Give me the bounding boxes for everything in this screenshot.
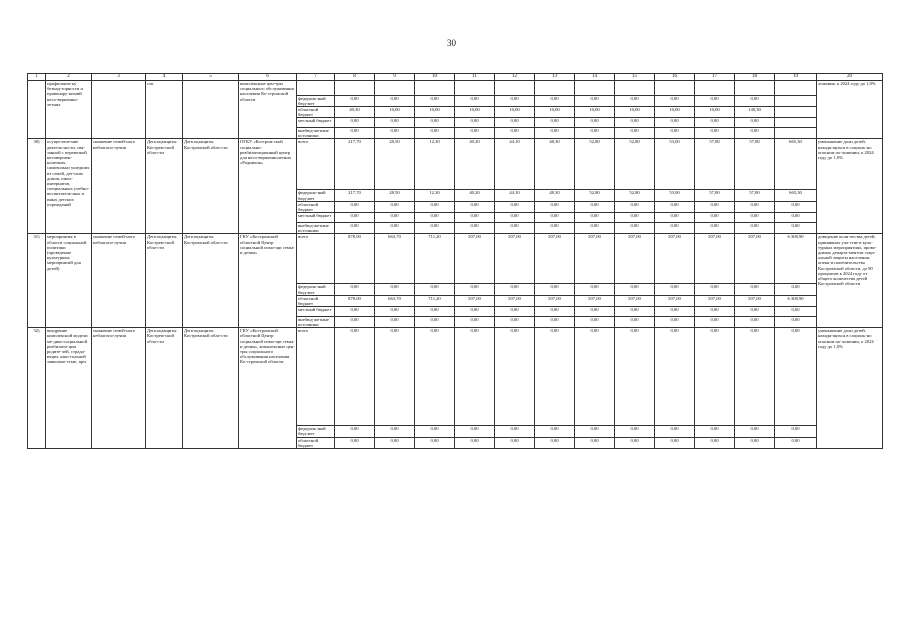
- value-cell: 0,00: [415, 201, 455, 212]
- value-cell: 0,00: [775, 284, 817, 295]
- value-cell: 53,00: [655, 190, 695, 201]
- value-cell: 0,00: [655, 316, 695, 327]
- executor-cell: Депсоцзащиты Кострем-ской обла-сти: [146, 328, 183, 449]
- value-cell: 0,00: [615, 307, 655, 317]
- funding-source-cell: внебюд-жетные источники: [297, 222, 335, 233]
- value-cell: [775, 118, 817, 128]
- value-cell: [335, 81, 375, 96]
- value-cell: 0,00: [775, 316, 817, 327]
- value-cell: 0,00: [415, 284, 455, 295]
- participant-cell: ОГКУ «Костром-ской социально-реабилитационный центр для несо-вершеннолетних «Родничок»: [239, 139, 297, 234]
- column-number-cell: 6: [239, 74, 297, 81]
- column-number-cell: 19: [775, 74, 817, 81]
- value-cell: 0,00: [615, 284, 655, 295]
- value-cell: 0,00: [615, 437, 655, 448]
- value-cell: 0,00: [735, 95, 775, 106]
- value-cell: 0,00: [575, 118, 615, 128]
- column-number-cell: 7: [297, 74, 335, 81]
- value-cell: 0,00: [335, 222, 375, 233]
- value-cell: 0,00: [415, 426, 455, 437]
- value-cell: 507,00: [735, 234, 775, 284]
- value-cell: 0,00: [575, 201, 615, 212]
- value-cell: 0,00: [535, 118, 575, 128]
- value-cell: 0,00: [655, 118, 695, 128]
- value-cell: 217,70: [335, 139, 375, 190]
- value-cell: 10,00: [535, 106, 575, 117]
- value-cell: 0,00: [695, 316, 735, 327]
- value-cell: 0,00: [735, 316, 775, 327]
- value-cell: 0,00: [695, 437, 735, 448]
- value-cell: 0,00: [455, 307, 495, 317]
- value-cell: 0,00: [655, 328, 695, 426]
- table-row: [28, 81, 883, 96]
- value-cell: 0,00: [775, 222, 817, 233]
- result-cell: ложения, к 2024 году до 1,0%: [817, 81, 883, 139]
- value-cell: 665,30: [775, 139, 817, 190]
- value-cell: 0,00: [335, 284, 375, 295]
- value-cell: 0,00: [455, 213, 495, 223]
- coexecutor-cell: Депсоцзащиты Костромской обла-сти: [183, 328, 239, 449]
- value-cell: 40,20: [455, 190, 495, 201]
- value-cell: 0,00: [575, 95, 615, 106]
- column-number-cell: 9: [375, 74, 415, 81]
- result-cell: уменьшение доли детей, находя-щихся в социаль-но опасном по-ложении, к 2024 году до 1,0%: [817, 139, 883, 234]
- value-cell: 12,30: [415, 139, 455, 190]
- value-cell: [775, 106, 817, 117]
- value-cell: 0,00: [495, 426, 535, 437]
- value-cell: 0,00: [655, 201, 695, 212]
- value-cell: 0,00: [455, 328, 495, 426]
- value-cell: 507,00: [615, 295, 655, 306]
- value-cell: 0,00: [615, 426, 655, 437]
- value-cell: 0,00: [375, 118, 415, 128]
- value-cell: 0,00: [695, 201, 735, 212]
- value-cell: 0,00: [495, 284, 535, 295]
- executor-cell: Депсоцзащиты Кострем-ской обла-сти: [146, 139, 183, 234]
- value-cell: 0,00: [695, 118, 735, 128]
- column-number-cell: 4: [146, 74, 183, 81]
- value-cell: 507,00: [575, 234, 615, 284]
- value-cell: 28,50: [375, 139, 415, 190]
- value-cell: 0,00: [655, 95, 695, 106]
- value-cell: 52,80: [615, 139, 655, 190]
- value-cell: 0,00: [335, 118, 375, 128]
- value-cell: 0,00: [535, 328, 575, 426]
- column-number-cell: 16: [655, 74, 695, 81]
- column-number-cell: 13: [535, 74, 575, 81]
- funding-source-cell: областной бюджет: [297, 106, 335, 117]
- value-cell: 0,00: [535, 222, 575, 233]
- indicator-cell: снижение семей-ного неблагопо-лучия: [92, 139, 146, 234]
- funding-source-cell: областной бюджет: [297, 201, 335, 212]
- item-number-cell: 32): [28, 328, 46, 449]
- value-cell: 0,00: [615, 316, 655, 327]
- column-number-cell: 17: [695, 74, 735, 81]
- value-cell: 0,00: [735, 222, 775, 233]
- value-cell: 6 308,90: [775, 234, 817, 284]
- value-cell: 0,00: [655, 307, 695, 317]
- funding-source-cell: внебюд-жетные источники: [297, 316, 335, 327]
- value-cell: 878,00: [335, 295, 375, 306]
- funding-source-cell: всего: [297, 139, 335, 190]
- value-cell: [775, 95, 817, 106]
- value-cell: [655, 81, 695, 96]
- value-cell: 507,00: [735, 295, 775, 306]
- value-cell: 0,00: [495, 128, 535, 139]
- value-cell: 49,30: [335, 106, 375, 117]
- value-cell: 0,00: [335, 316, 375, 327]
- value-cell: 0,00: [455, 426, 495, 437]
- participant-cell: комплексные цен-тры социального обслуживания населения Ко-стромской области: [239, 81, 297, 139]
- value-cell: 0,00: [775, 307, 817, 317]
- funding-source-cell: федераль-ный бюд-жет: [297, 95, 335, 106]
- value-cell: 0,00: [655, 213, 695, 223]
- value-cell: 28,50: [375, 190, 415, 201]
- value-cell: 0,00: [495, 328, 535, 426]
- column-number-cell: 11: [455, 74, 495, 81]
- value-cell: 10,00: [375, 106, 415, 117]
- page-number: 30: [447, 38, 456, 48]
- budget-table: [27, 73, 883, 449]
- value-cell: 0,00: [455, 118, 495, 128]
- value-cell: [575, 81, 615, 96]
- table-row: [28, 328, 883, 426]
- indicator-cell: снижение семей-ного неблагопо-лучия: [92, 328, 146, 449]
- value-cell: 0,00: [615, 118, 655, 128]
- value-cell: 0,00: [335, 437, 375, 448]
- value-cell: 0,00: [415, 222, 455, 233]
- table-body: [28, 74, 883, 449]
- value-cell: 12,30: [415, 190, 455, 201]
- value-cell: 0,00: [615, 222, 655, 233]
- value-cell: 0,00: [455, 128, 495, 139]
- value-cell: 0,00: [775, 328, 817, 426]
- value-cell: 6 308,90: [775, 295, 817, 306]
- value-cell: [775, 81, 817, 96]
- table-row: [28, 234, 883, 284]
- value-cell: 711,20: [415, 295, 455, 306]
- value-cell: 57,80: [735, 139, 775, 190]
- funding-source-cell: всего: [297, 328, 335, 426]
- value-cell: 149,30: [735, 106, 775, 117]
- value-cell: 0,00: [455, 316, 495, 327]
- value-cell: 0,00: [415, 316, 455, 327]
- column-number-cell: 12: [495, 74, 535, 81]
- value-cell: 0,00: [575, 128, 615, 139]
- indicator-cell: [92, 81, 146, 139]
- value-cell: 0,00: [735, 307, 775, 317]
- value-cell: 507,00: [575, 295, 615, 306]
- value-cell: 44,10: [495, 190, 535, 201]
- value-cell: 0,00: [415, 128, 455, 139]
- value-cell: [735, 81, 775, 96]
- funding-source-cell: внебюд-жетные источники: [297, 128, 335, 139]
- value-cell: 507,00: [695, 295, 735, 306]
- value-cell: 57,80: [695, 190, 735, 201]
- value-cell: [415, 81, 455, 96]
- value-cell: 0,00: [495, 213, 535, 223]
- value-cell: 0,00: [455, 284, 495, 295]
- value-cell: 0,00: [415, 95, 455, 106]
- value-cell: 507,00: [495, 234, 535, 284]
- value-cell: 0,00: [695, 213, 735, 223]
- value-cell: 507,00: [495, 295, 535, 306]
- funding-source-cell: областной бюджет: [297, 437, 335, 448]
- value-cell: 0,00: [695, 284, 735, 295]
- value-cell: 507,00: [655, 295, 695, 306]
- value-cell: 663,70: [375, 234, 415, 284]
- column-number-cell: 15: [615, 74, 655, 81]
- value-cell: 0,00: [775, 201, 817, 212]
- value-cell: 10,00: [495, 106, 535, 117]
- value-cell: 10,00: [575, 106, 615, 117]
- funding-source-cell: областной бюджет: [297, 295, 335, 306]
- value-cell: 0,00: [655, 128, 695, 139]
- value-cell: 0,00: [495, 316, 535, 327]
- value-cell: 10,00: [655, 106, 695, 117]
- value-cell: 0,00: [655, 437, 695, 448]
- value-cell: 0,00: [535, 95, 575, 106]
- value-cell: 0,00: [695, 307, 735, 317]
- value-cell: 0,00: [335, 95, 375, 106]
- value-cell: 0,00: [375, 307, 415, 317]
- value-cell: 0,00: [375, 95, 415, 106]
- value-cell: 57,80: [695, 139, 735, 190]
- value-cell: 0,00: [735, 128, 775, 139]
- value-cell: 507,00: [455, 234, 495, 284]
- value-cell: 0,00: [775, 437, 817, 448]
- item-number-cell: [28, 81, 46, 139]
- value-cell: 507,00: [535, 234, 575, 284]
- value-cell: 0,00: [695, 128, 735, 139]
- value-cell: 0,00: [575, 213, 615, 223]
- value-cell: 0,00: [535, 316, 575, 327]
- value-cell: 0,00: [695, 328, 735, 426]
- funding-source-cell: [297, 81, 335, 96]
- value-cell: 0,00: [735, 328, 775, 426]
- value-cell: 0,00: [415, 118, 455, 128]
- column-number-cell: 20: [817, 74, 883, 81]
- column-number-cell: 8: [335, 74, 375, 81]
- value-cell: [375, 81, 415, 96]
- value-cell: [535, 81, 575, 96]
- value-cell: 0,00: [375, 316, 415, 327]
- value-cell: 0,00: [695, 222, 735, 233]
- column-number-cell: 2: [46, 74, 92, 81]
- value-cell: 0,00: [335, 128, 375, 139]
- value-cell: 0,00: [775, 426, 817, 437]
- value-cell: 507,00: [535, 295, 575, 306]
- value-cell: 0,00: [495, 95, 535, 106]
- value-cell: 0,00: [375, 201, 415, 212]
- value-cell: [615, 81, 655, 96]
- executor-cell: Депсоцзащиты Кострем-ской обла-сти: [146, 234, 183, 328]
- value-cell: 0,00: [375, 437, 415, 448]
- value-cell: 0,00: [575, 307, 615, 317]
- value-cell: 0,00: [535, 284, 575, 295]
- value-cell: 0,00: [535, 426, 575, 437]
- value-cell: 0,00: [735, 284, 775, 295]
- value-cell: 0,00: [615, 213, 655, 223]
- value-cell: 711,20: [415, 234, 455, 284]
- value-cell: 0,00: [535, 307, 575, 317]
- value-cell: 0,00: [495, 222, 535, 233]
- item-name-cell: профилакти-ку безнад-зорности и правонару-шений несо-вершенно-летних: [46, 81, 92, 139]
- value-cell: [775, 128, 817, 139]
- value-cell: 0,00: [375, 426, 415, 437]
- value-cell: 0,00: [415, 213, 455, 223]
- value-cell: 0,00: [615, 128, 655, 139]
- value-cell: 0,00: [335, 328, 375, 426]
- item-number-cell: 31): [28, 234, 46, 328]
- value-cell: 0,00: [335, 426, 375, 437]
- value-cell: [455, 81, 495, 96]
- value-cell: 0,00: [695, 95, 735, 106]
- value-cell: 0,00: [495, 201, 535, 212]
- value-cell: 0,00: [575, 222, 615, 233]
- value-cell: 0,00: [495, 307, 535, 317]
- value-cell: 507,00: [655, 234, 695, 284]
- value-cell: 0,00: [535, 201, 575, 212]
- participant-cell: ГКУ «Костромской областной Центр социальной помо-щи семье и детям»: [239, 234, 297, 328]
- column-number-cell: 1: [28, 74, 46, 81]
- value-cell: 0,00: [375, 284, 415, 295]
- value-cell: 52,80: [575, 139, 615, 190]
- coexecutor-cell: Депсоцзащиты Костромской обла-сти: [183, 139, 239, 234]
- value-cell: 0,00: [735, 437, 775, 448]
- funding-source-cell: местный бюджет: [297, 213, 335, 223]
- value-cell: 10,00: [695, 106, 735, 117]
- column-number-cell: 3: [92, 74, 146, 81]
- funding-source-cell: федераль-ный бюд-жет: [297, 284, 335, 295]
- value-cell: 878,00: [335, 234, 375, 284]
- value-cell: 0,00: [655, 284, 695, 295]
- value-cell: 0,00: [735, 201, 775, 212]
- coexecutor-cell: [183, 81, 239, 139]
- value-cell: 507,00: [695, 234, 735, 284]
- funding-source-cell: федераль-ный бюд-жет: [297, 190, 335, 201]
- value-cell: 0,00: [735, 426, 775, 437]
- value-cell: 0,00: [615, 201, 655, 212]
- coexecutor-cell: Депсоцзащиты Костромской обла-сти: [183, 234, 239, 328]
- value-cell: 507,00: [455, 295, 495, 306]
- value-cell: 0,00: [655, 222, 695, 233]
- funding-source-cell: федераль-ный бюд-жет: [297, 426, 335, 437]
- value-cell: 0,00: [455, 222, 495, 233]
- value-cell: 0,00: [415, 437, 455, 448]
- value-cell: 0,00: [375, 213, 415, 223]
- value-cell: 0,00: [335, 307, 375, 317]
- column-number-cell: 18: [735, 74, 775, 81]
- value-cell: 0,00: [495, 437, 535, 448]
- value-cell: 0,00: [375, 222, 415, 233]
- value-cell: 0,00: [575, 426, 615, 437]
- value-cell: 0,00: [735, 213, 775, 223]
- executor-cell: сти: [146, 81, 183, 139]
- value-cell: 0,00: [775, 213, 817, 223]
- value-cell: 0,00: [535, 437, 575, 448]
- value-cell: 10,00: [615, 106, 655, 117]
- value-cell: 57,80: [735, 190, 775, 201]
- value-cell: 0,00: [375, 328, 415, 426]
- value-cell: 0,00: [335, 213, 375, 223]
- value-cell: 52,80: [575, 190, 615, 201]
- value-cell: 0,00: [455, 437, 495, 448]
- value-cell: 0,00: [615, 328, 655, 426]
- value-cell: 44,10: [495, 139, 535, 190]
- column-number-cell: 5: [183, 74, 239, 81]
- value-cell: 0,00: [415, 328, 455, 426]
- value-cell: 0,00: [455, 201, 495, 212]
- value-cell: 663,70: [375, 295, 415, 306]
- indicator-cell: снижение семей-ного неблагопо-лучия: [92, 234, 146, 328]
- funding-source-cell: всего: [297, 234, 335, 284]
- value-cell: 10,00: [415, 106, 455, 117]
- value-cell: 0,00: [575, 328, 615, 426]
- value-cell: [695, 81, 735, 96]
- value-cell: 0,00: [575, 284, 615, 295]
- value-cell: 217,70: [335, 190, 375, 201]
- value-cell: [495, 81, 535, 96]
- value-cell: 0,00: [495, 118, 535, 128]
- value-cell: 0,00: [695, 426, 735, 437]
- column-number-cell: 10: [415, 74, 455, 81]
- value-cell: 0,00: [735, 118, 775, 128]
- value-cell: 0,00: [535, 128, 575, 139]
- funding-source-cell: местный бюджет: [297, 307, 335, 317]
- value-cell: 52,80: [615, 190, 655, 201]
- funding-source-cell: местный бюджет: [297, 118, 335, 128]
- value-cell: 0,00: [335, 201, 375, 212]
- value-cell: 0,00: [455, 95, 495, 106]
- result-cell: доведение коли-чества детей, принявших уча-стие в куль-турных мероприятиях, прово-димых департа-ментом соци-альной защиты населения, опеки и попечительства Костромской области, до 90 процентов к 2024 году от общего количества детей Костромской области: [817, 234, 883, 328]
- participant-cell: ГКУ «Костромской областной Центр социальной помо-щи семье и детям», комплексные цен-тры социального обслуживания населения Ко-стромской области: [239, 328, 297, 449]
- item-number-cell: 30): [28, 139, 46, 234]
- column-number-header: [28, 74, 883, 81]
- value-cell: 10,00: [455, 106, 495, 117]
- value-cell: 48,30: [535, 139, 575, 190]
- item-name-cell: осуществле-ние деятель-ности, свя-занной с перевозкой несовершен-нолетних, самовольно ушедших из семей, дет-ских домов, школ-интернатов, специальных учебно-воспитатель-ных и иных детских учреждений: [46, 139, 92, 234]
- value-cell: 53,00: [655, 139, 695, 190]
- value-cell: 0,00: [535, 213, 575, 223]
- value-cell: 507,00: [615, 234, 655, 284]
- value-cell: 0,00: [655, 426, 695, 437]
- item-name-cell: мероприятия в области социальной политики (проведение культурных мероприятий для детей): [46, 234, 92, 328]
- table-row: [28, 139, 883, 190]
- value-cell: 0,00: [615, 95, 655, 106]
- value-cell: 665,30: [775, 190, 817, 201]
- value-cell: 0,00: [575, 437, 615, 448]
- value-cell: 0,00: [375, 128, 415, 139]
- value-cell: 0,00: [415, 307, 455, 317]
- value-cell: 48,30: [535, 190, 575, 201]
- column-number-cell: 14: [575, 74, 615, 81]
- value-cell: 0,00: [575, 316, 615, 327]
- value-cell: 40,20: [455, 139, 495, 190]
- result-cell: уменьшение доли детей, находя-щихся в социаль-но опасном по-ложении, к 2024 году до 1,0%: [817, 328, 883, 449]
- item-name-cell: внедрение комплексной модели ме-дико-социальной реабилита-ции родите-лей, страда-ющих алко-гольной зависимо-стью, при: [46, 328, 92, 449]
